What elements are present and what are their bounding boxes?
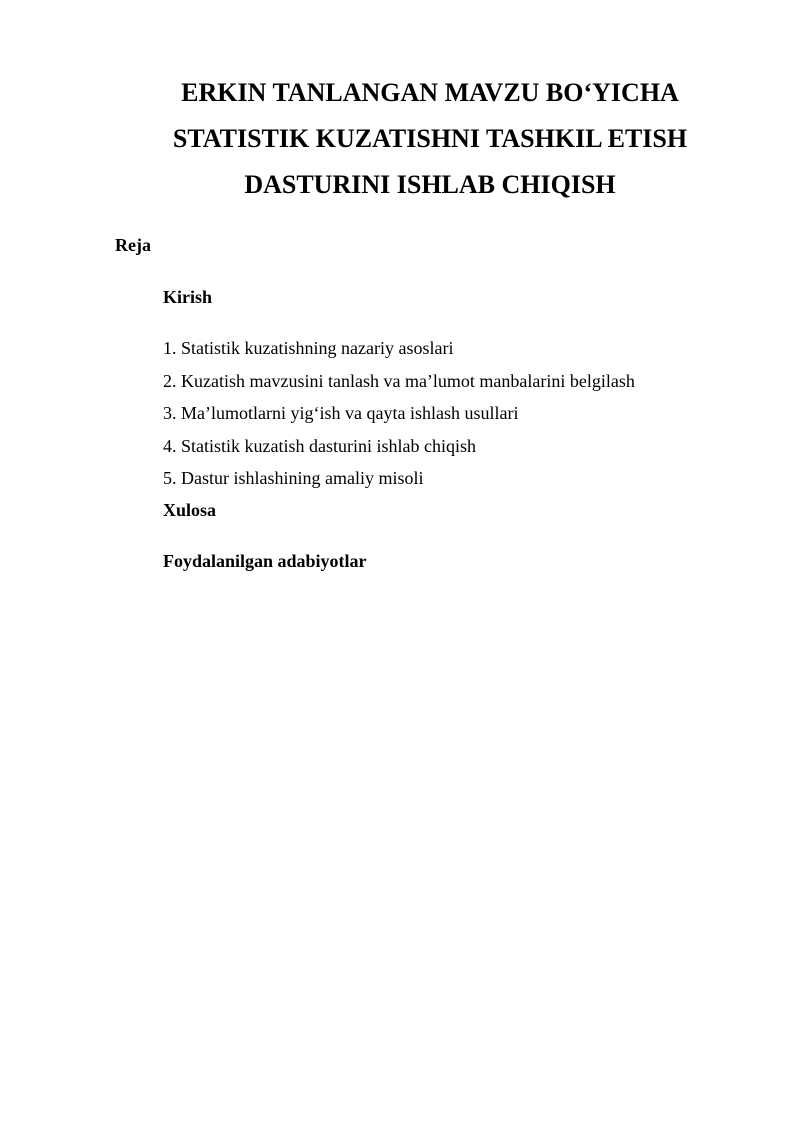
conclusion-heading: Xulosa [163, 500, 217, 520]
plan-item: 1. Statistik kuzatishning nazariy asoslari [163, 338, 454, 358]
title-line: STATISTIK KUZATISHNI TASHKIL ETISH [172, 124, 688, 153]
intro-heading: Kirish [163, 287, 213, 307]
plan-item: 3. Ma’lumotlarni yig‘ish va qayta ishlash usullari [163, 403, 519, 423]
plan-heading: Reja [115, 235, 151, 255]
plan-item: 2. Kuzatish mavzusini tanlash va ma’lumot manbalarini belgilash [163, 370, 635, 391]
title-line: DASTURINI ISHLAB CHIQISH [244, 170, 616, 199]
plan-item: 5. Dastur ishlashining amaliy misoli [163, 468, 424, 488]
plan-list [163, 335, 635, 498]
plan-item: 4. Statistik kuzatish dasturini ishlab chiqish [163, 435, 476, 456]
title-line: ERKIN TANLANGAN MAVZU BO‘YICHA [181, 78, 679, 107]
document-title [90, 70, 770, 208]
references-heading: Foydalanilgan adabiyotlar [163, 551, 367, 571]
